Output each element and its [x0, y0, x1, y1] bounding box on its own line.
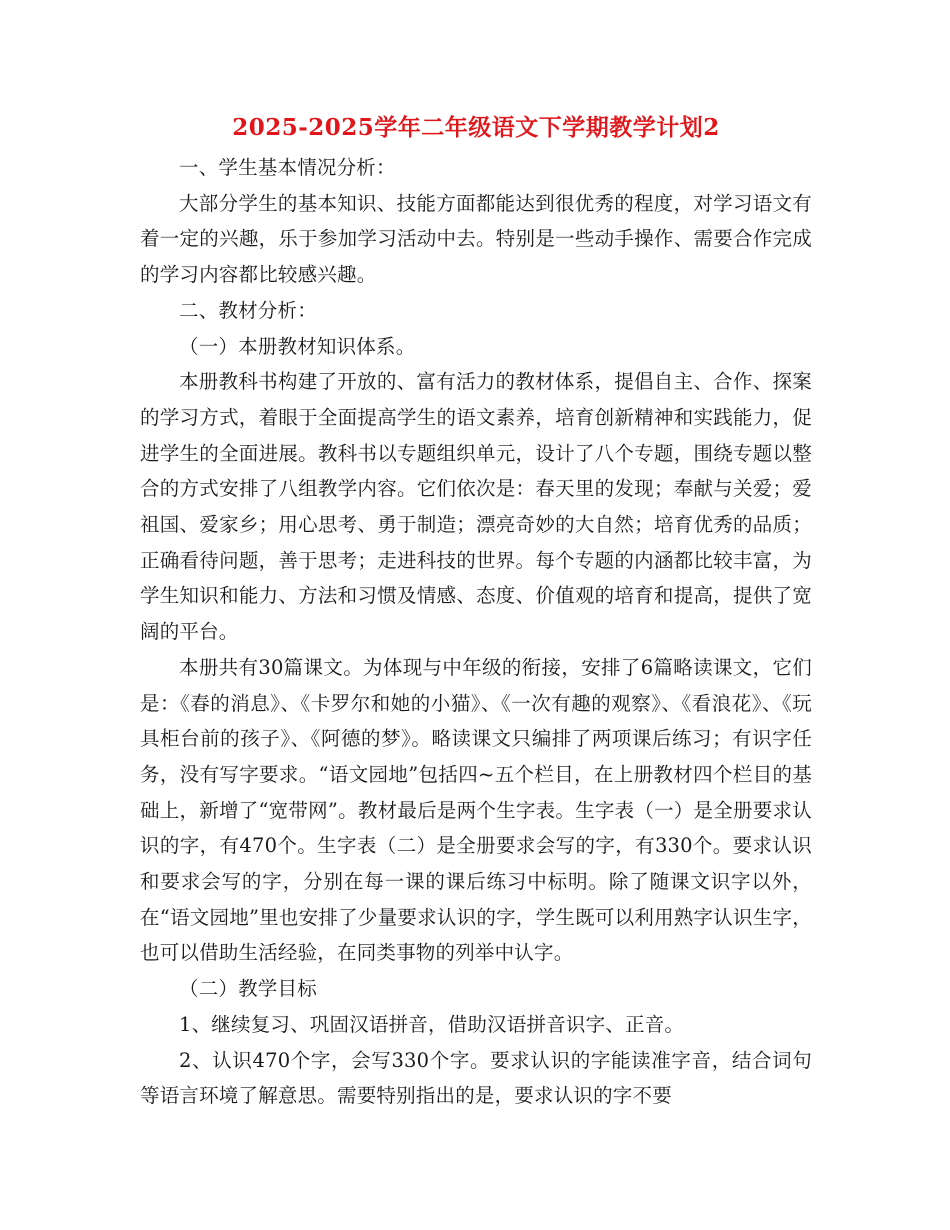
- section-heading-textbook-analysis: 二、教材分析：: [179, 298, 317, 322]
- subheading-knowledge-system: （一）本册教材知识体系。: [179, 334, 416, 358]
- paragraph-knowledge-system: 本册教科书构建了开放的、富有活力的教材体系，提倡自主、合作、探案的学习方式，着眼于全面提高学生的语文素养，培育创新精神和实践能力，促进学生的全面进展。教科书以专题组织单元，设计了八个专题，围绕专题以整合的方式安排了八组教学内容。它们依次是：春天里的发现；奉献与关爱；爱祖国、爱家乡；用心思考、勇于制造；漂亮奇妙的大自然；培育优秀的品质；正确看待问题，善于思考；走进科技的世界。每个专题的内涵都比较丰富，为学生知识和能力、方法和习惯及情感、态度、价值观的培育和提高，提供了宽阔的平台。: [140, 370, 812, 644]
- document-page: [140, 108, 812, 1114]
- goal-item-2: 2、认识470个字，会写330个字。要求认识的字能读准字音，结合词句等语言环境了解意思。需要特别指出的是，要求认识的字不要: [140, 1048, 812, 1108]
- document-title: 2025-2025学年二年级语文下学期教学计划2: [232, 114, 720, 141]
- paragraph-student-analysis: 大部分学生的基本知识、技能方面都能达到很优秀的程度，对学习语文有着一定的兴趣，乐于参加学习活动中去。特别是一些动手操作、需要合作完成的学习内容都比较感兴趣。: [140, 191, 812, 287]
- paragraph-lessons-overview: 本册共有30篇课文。为体现与中年级的衔接，安排了6篇略读课文，它们是：《春的消息》、《卡罗尔和她的小猫》、《一次有趣的观察》、《看浪花》、《玩具柜台前的孩子》、《阿德的梦》。略读课文只编排了两项课后练习；有识字任务，没有写字要求。“语文园地”包括四~五个栏目，在上册教材四个栏目的基础上，新增了“宽带网”。教材最后是两个生字表。生字表（一）是全册要求认识的字，有470个。生字表（二）是全册要求会写的字，有330个。要求认识和要求会写的字，分别在每一课的课后练习中标明。除了随课文识字以外，在“语文园地”里也安排了少量要求认识的字，学生既可以利用熟字认识生字，也可以借助生活经验，在同类事物的列举中认字。: [140, 655, 812, 965]
- goal-item-1: 1、继续复习、巩固汉语拼音，借助汉语拼音识字、正音。: [179, 1012, 685, 1036]
- section-heading-student-analysis: 一、学生基本情况分析：: [179, 156, 396, 179]
- subheading-teaching-goals: （二）教学目标: [179, 977, 317, 1001]
